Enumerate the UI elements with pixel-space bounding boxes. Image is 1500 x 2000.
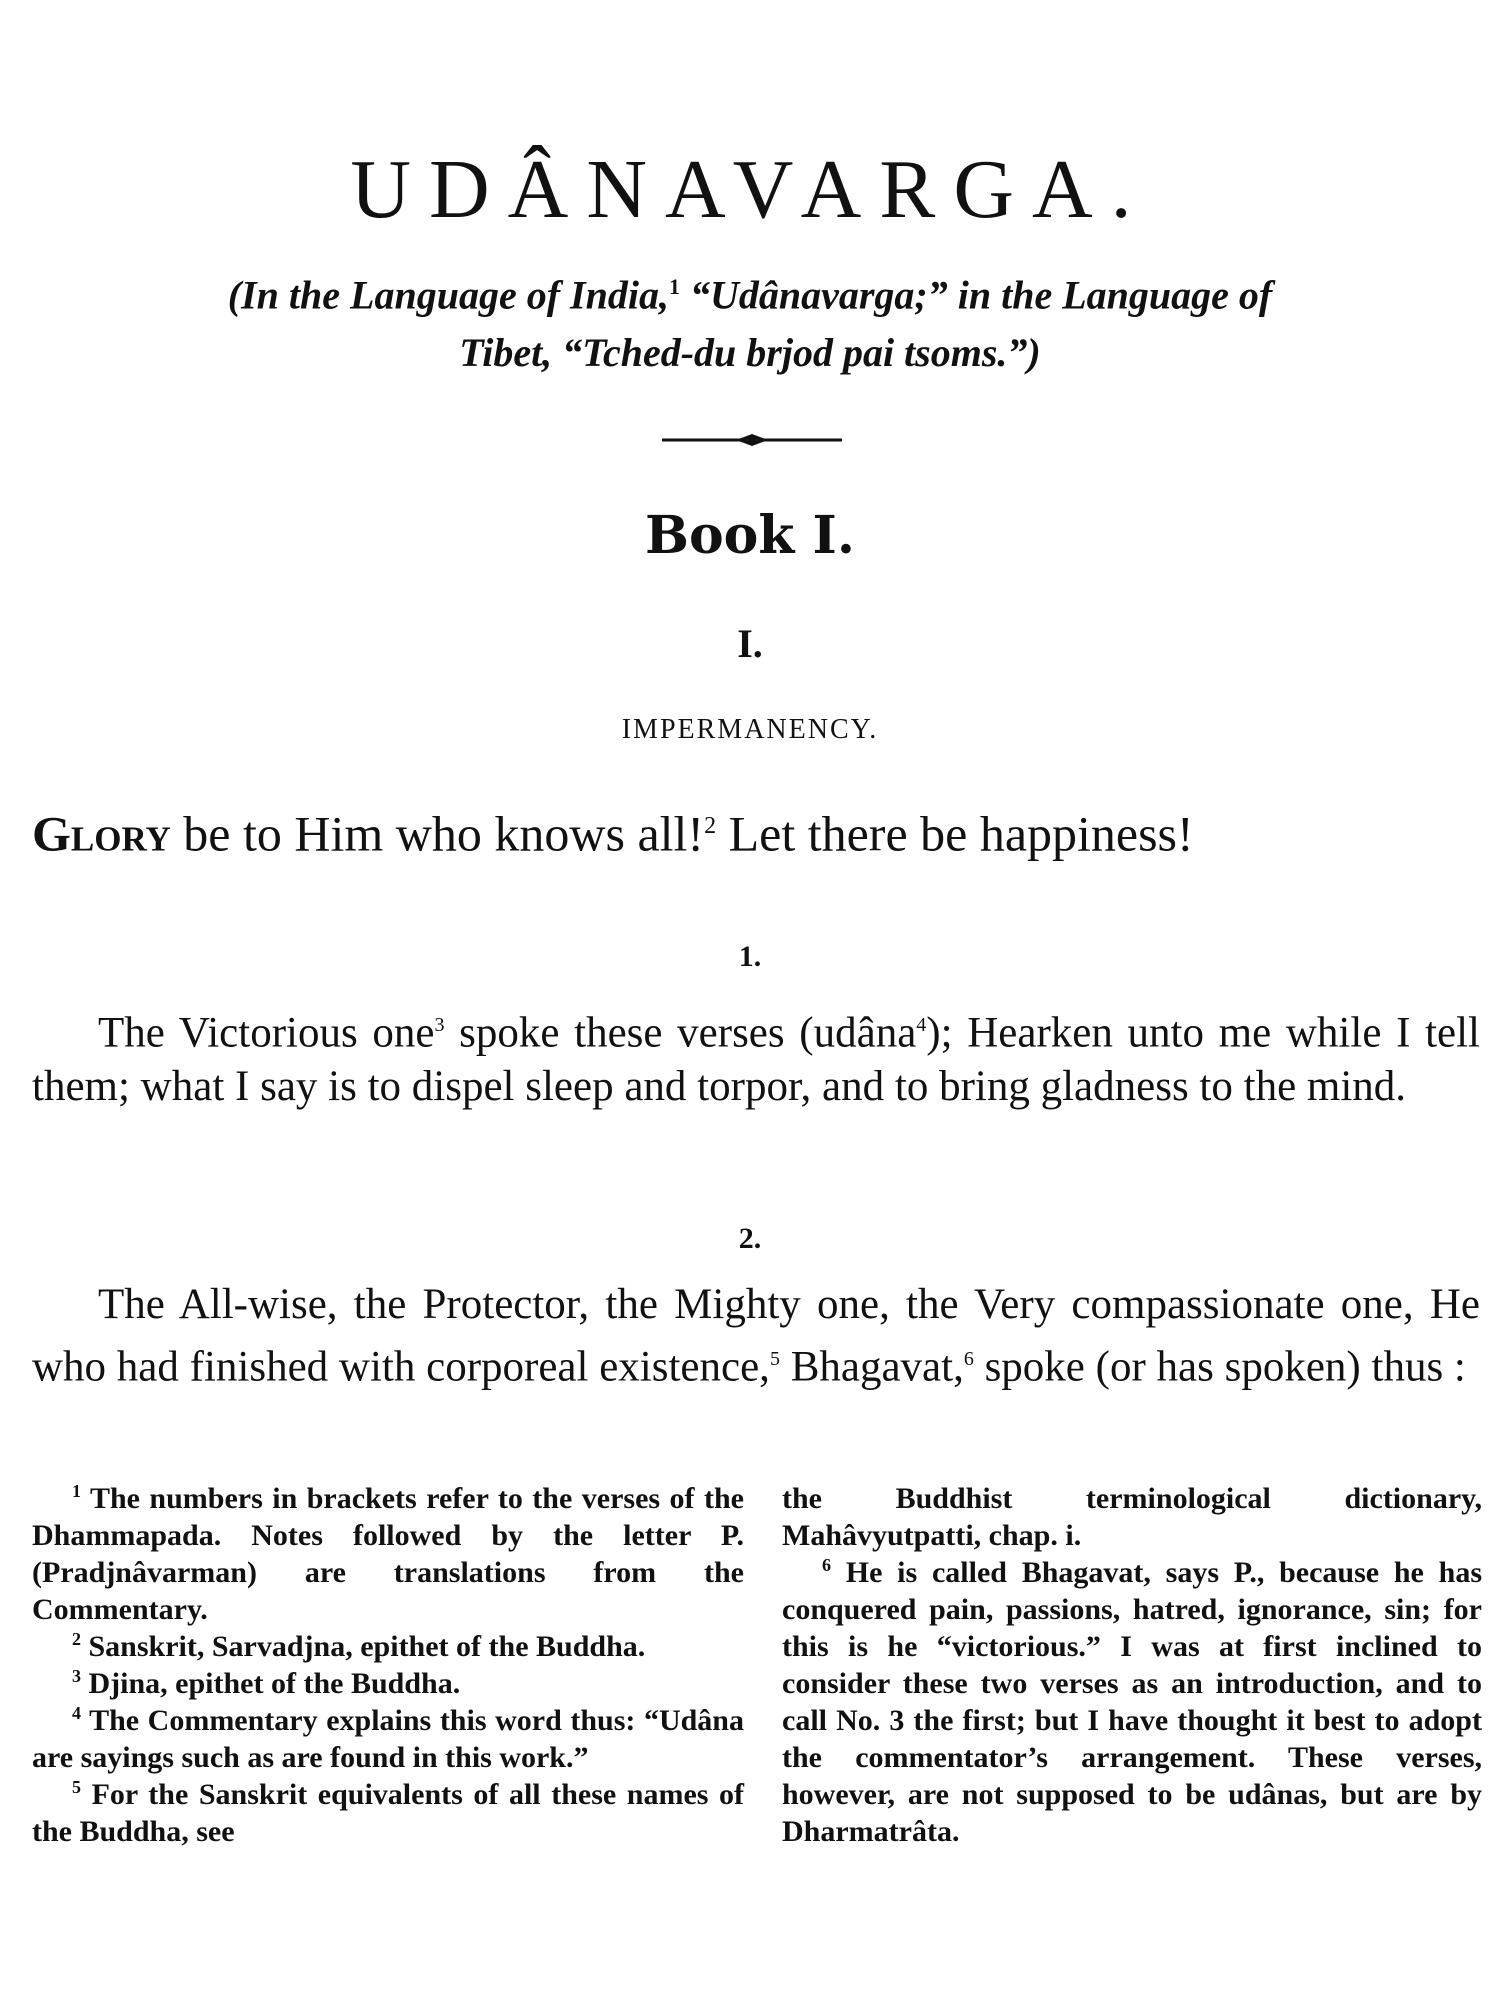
verse-text: Bhagavat, [779,1343,964,1391]
subtitle [20,258,1480,382]
footnote-text: the Buddhist terminological dictionary, Mahâvyutpatti, chap. i. [782,1482,1482,1552]
footnote-number: 1 [72,1481,81,1501]
footnote-text: The numbers in brackets refer to the verses of the Dhammapada. Notes followed by the letter P. (Pradjnâvarman) are translations from the Commentary. [32,1482,744,1626]
footnote [32,1776,744,1850]
book-heading: Book I. [645,505,855,566]
footnote-number: 2 [72,1629,81,1649]
subtitle-line2: Tibet, “Tched-du brjod pai tsoms.”) [459,330,1041,376]
subtitle-line1-start: (In the Language of India, [227,272,669,318]
footnote-marker: 2 [704,813,717,839]
footnote [32,1480,744,1628]
page-title: UDÂNAVARGA. [350,143,1150,236]
footnotes-left-column [32,1480,744,1850]
footnote-marker: 6 [963,1348,974,1370]
ornament-divider [662,428,842,452]
footnote-text: For the Sanskrit equivalents of all these names of the Buddha, see [32,1778,745,1848]
footnote-number: 6 [822,1555,831,1575]
footnote-marker: 5 [769,1348,780,1370]
chapter-number: I. [737,621,763,666]
footnote [32,1665,744,1702]
verse-text: spoke (or has spoken) thus : [973,1343,1466,1391]
footnote [782,1554,1482,1850]
footnotes-right-column [782,1480,1482,1850]
invocation-paragraph [32,794,1480,866]
verse-text: The All-wise, the Protector, the Mighty one, the Very compassionate one, He who had finished with corporeal existence, [32,1281,1480,1391]
verse-text: spoke these verses (udâna [444,1009,917,1057]
footnote-number: 4 [72,1703,81,1723]
footnote-number: 3 [72,1666,81,1686]
verse-paragraph [32,998,1480,1114]
invocation-text-end: Let there be happiness! [716,805,1194,862]
footnote-number: 5 [72,1777,81,1797]
invocation-lead: Glory [32,805,171,862]
footnote-text: The Commentary explains this word thus: “Udâna are sayings such as are found in this work.” [32,1704,744,1774]
verse-text: ); Hearken unto me while I tell them; what I say is to dispel sleep and torpor, and to bring gladness to the mind. [32,1009,1480,1111]
verse-text: The Victorious one [98,1009,435,1057]
subtitle-line1-end: “Udânavarga;” in the Language of [679,272,1273,318]
footnote [32,1702,744,1776]
invocation-text-start: be to Him who knows all! [170,805,705,862]
verse-number: 2. [738,1222,762,1255]
footnote-marker: 3 [434,1014,445,1036]
footnote [32,1628,744,1665]
chapter-title: IMPERMANENCY. [621,714,879,745]
footnote-text: Sanskrit, Sarvadjna, epithet of the Buddha. [88,1630,646,1663]
footnote-marker: 1 [668,274,680,299]
footnote-text: He is called Bhagavat, says P., because he has conquered pain, passions, hatred, ignorance, sin; for this is he “victorious.” I was at first inclined to consider these two verses as an introduction, and to call No. 3 the first; but I have thought it best to adopt the commentator’s arrangement. These verses, however, are not supposed to be udânas, but are by Dharmatrâta. [782,1556,1482,1848]
footnote-marker: 4 [916,1014,927,1036]
verse-number: 1. [738,940,762,973]
verse-paragraph [32,1278,1480,1394]
footnote-text: Djina, epithet of the Buddha. [88,1667,461,1700]
footnote-continuation [782,1480,1482,1554]
